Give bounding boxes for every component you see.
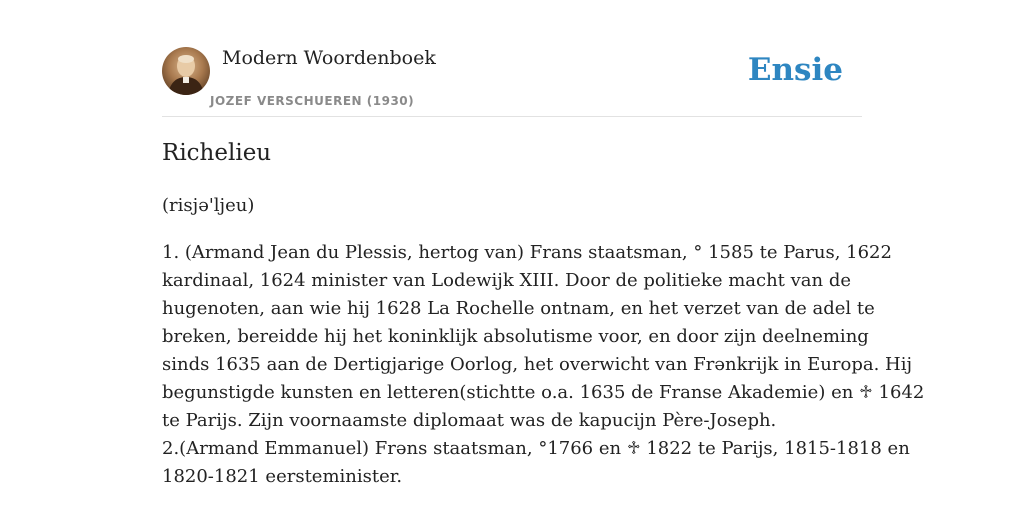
dictionary-title[interactable]: Modern Woordenboek	[222, 47, 436, 69]
definition-line: sinds 1635 aan de Dertigjarige Oorlog, het overwicht van Frənkrijk in Europa. Hij	[162, 354, 913, 375]
definition-line: 1820-1821 eersteminister.	[162, 466, 403, 487]
definition-line: 1. (Armand Jean du Plessis, hertog van) Frans staatsman, ° 1585 te Parus, 1622	[162, 242, 892, 263]
definition-line: kardinaal, 1624 minister van Lodewijk XIII. Door de politieke macht van de	[162, 270, 852, 291]
header	[162, 44, 862, 117]
definition-line: hugenoten, aan wie hij 1628 La Rochelle ontnam, en het verzet van de adel te	[162, 298, 875, 319]
definition-line: begunstigde kunsten en letteren(stichtte o.a. 1635 de Franse Akademie) en ♱ 1642	[162, 382, 925, 403]
definition-line: breken, bereidde hij het koninklijk absolutisme voor, en door zijn deelneming	[162, 326, 869, 347]
entry-headword: Richelieu	[162, 140, 272, 166]
entry-pronunciation: (risjə'ljeu)	[162, 195, 255, 216]
ensie-logo[interactable]: Ensie	[747, 52, 843, 88]
entry-definition	[162, 239, 925, 491]
definition-line: te Parijs. Zijn voornaamste diplomaat was de kapucijn Père-Joseph.	[162, 410, 777, 431]
definition-line: 2.(Armand Emmanuel) Frəns staatsman, °1766 en ♱ 1822 te Parijs, 1815-1818 en	[162, 438, 910, 459]
author-name[interactable]: JOZEF VERSCHUEREN (1930)	[210, 94, 415, 108]
portrait-icon	[162, 47, 210, 95]
